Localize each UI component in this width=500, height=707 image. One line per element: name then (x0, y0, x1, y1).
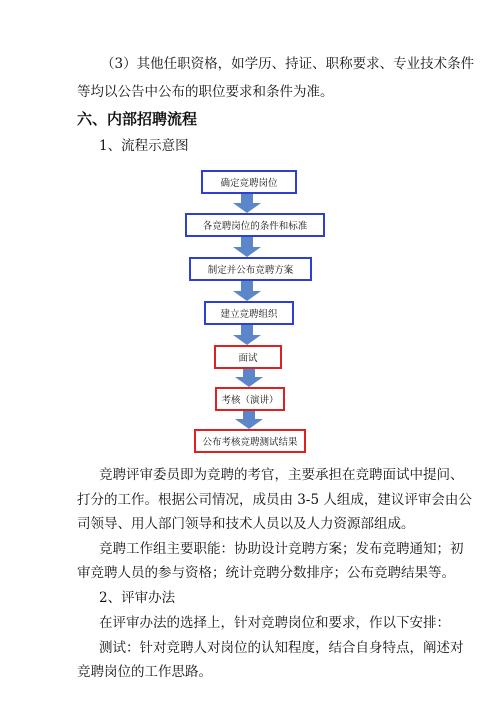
flow-arrow-2 (232, 237, 262, 257)
flow-step-1: 确定竞聘岗位 (201, 170, 297, 194)
para4-line1: 在评审办法的选择上，针对竞聘岗位和要求，作以下安排： (99, 615, 450, 631)
flow-arrow-5 (234, 369, 264, 387)
flow-arrow-3 (232, 281, 262, 301)
flow-step-7: 公布考核竞聘测试结果 (194, 429, 306, 453)
flow-arrow-4 (232, 325, 262, 345)
flow-step-3: 制定并公布竞聘方案 (189, 257, 312, 281)
para5-line2: 竞聘岗位的工作思路。 (77, 664, 212, 680)
para2-line2: 打分的工作。根据公司情况，成员由 3-5 人组成，建议评审会由公 (77, 492, 472, 508)
subheading-flowchart: 1、流程示意图 (99, 138, 189, 154)
para3-line2: 审竞聘人员的参与资格；统计竞聘分数排序；公布竞聘结果等。 (77, 565, 455, 581)
flow-arrow-1 (232, 194, 262, 213)
flow-arrow-6 (234, 411, 264, 429)
para3-line1: 竞聘工作组主要职能：协助设计竞聘方案；发布竞聘通知；初 (99, 541, 464, 557)
para5-line1: 测试：针对竞聘人对岗位的认知程度，结合自身特点，阐述对 (99, 640, 464, 656)
flow-step-2: 各竞聘岗位的条件和标准 (185, 213, 325, 237)
flow-step-4: 建立竞聘组织 (204, 301, 294, 325)
para1-line1: （3）其他任职资格，如学历、持证、职称要求、专业技术条件 (101, 56, 475, 72)
para2-line3: 司领导、用人部门领导和技术人员以及人力资源部组成。 (77, 516, 415, 532)
para1-line2: 等均以公告中公布的职位要求和条件为准。 (77, 84, 334, 100)
para2-line1: 竞聘评审委员即为竞聘的考官，主要承担在竞聘面试中提问、 (99, 467, 464, 483)
subheading-review: 2、评审办法 (99, 590, 176, 606)
section-heading: 六、内部招聘流程 (77, 110, 198, 128)
flow-step-5: 面试 (214, 345, 282, 369)
flow-step-6: 考核（演讲） (215, 387, 285, 411)
